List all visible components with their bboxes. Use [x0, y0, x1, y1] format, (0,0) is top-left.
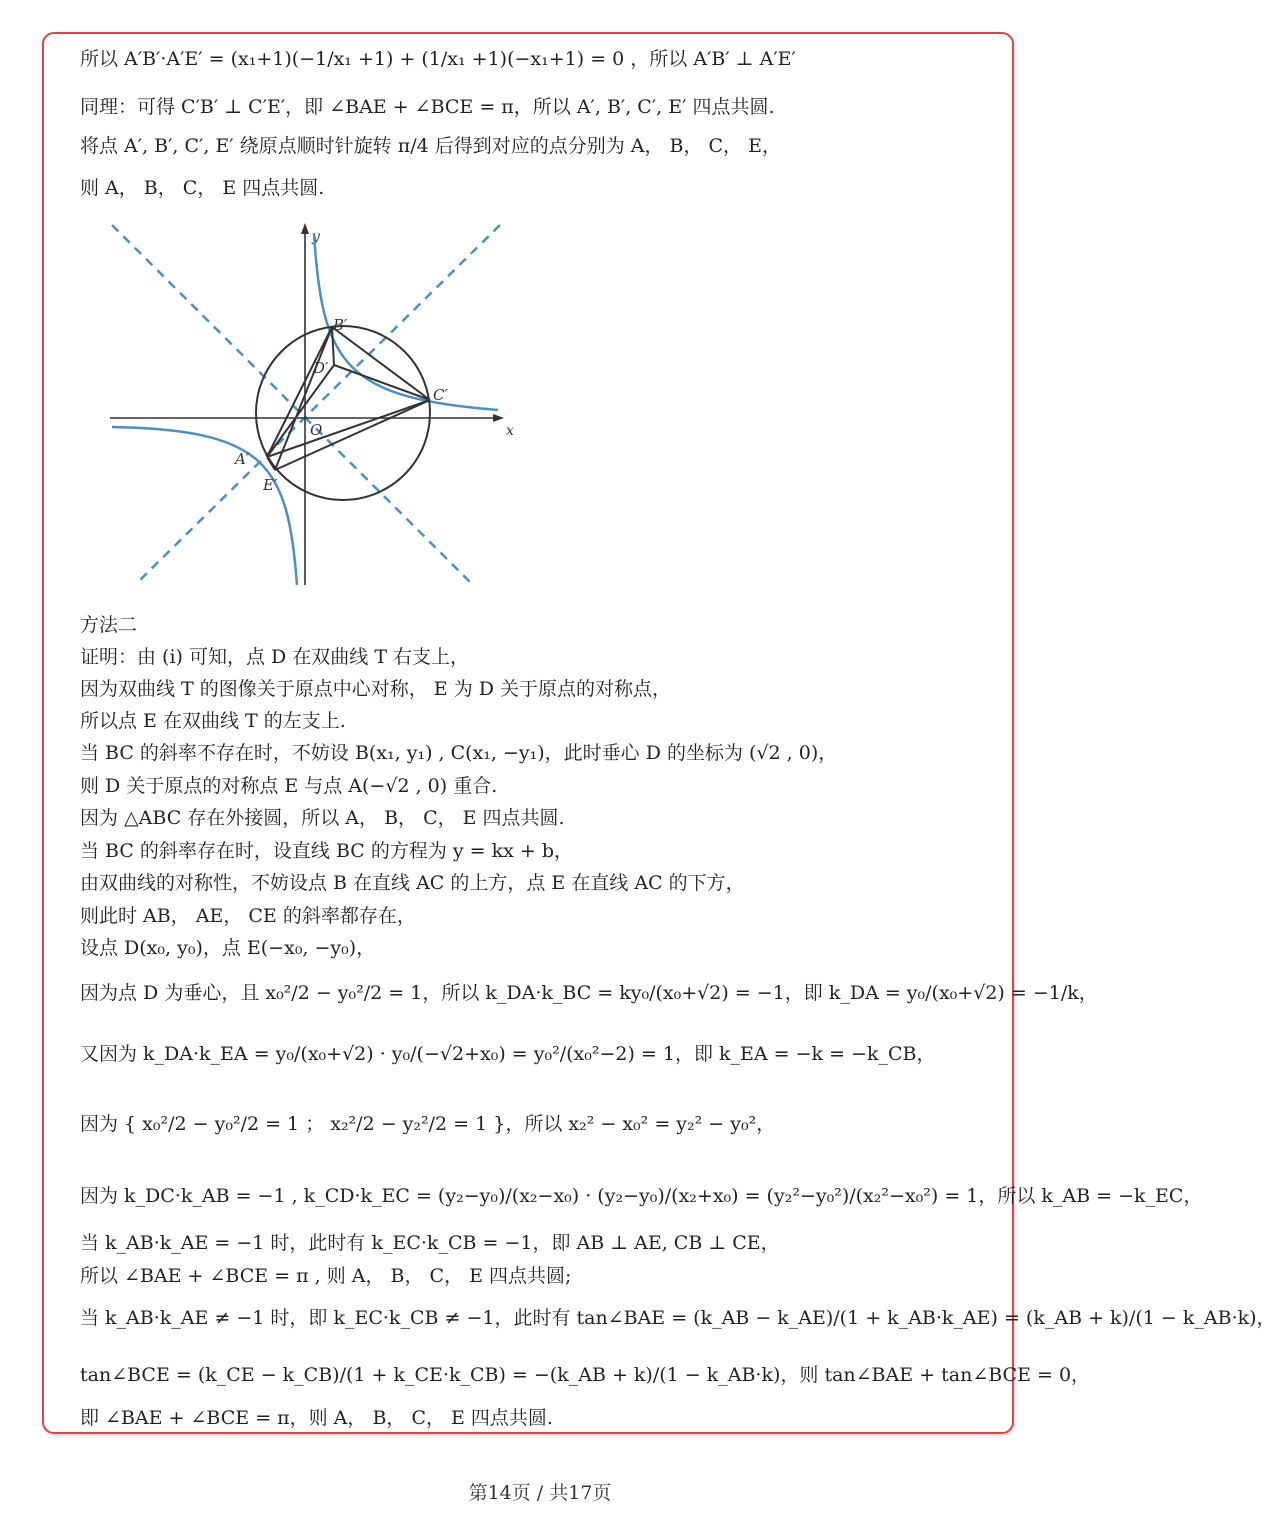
text-line-4: 则 A， B， C， E 四点共圆.	[80, 177, 325, 199]
x-axis-arrow	[493, 414, 504, 422]
point-b-label: B′	[333, 316, 348, 334]
hyperbola-figure	[100, 215, 530, 590]
text-line-10: 则 D 关于原点的对称点 E 与点 A(−√2 , 0) 重合.	[80, 775, 498, 797]
segment-dc	[334, 365, 430, 400]
text-line-16: 因为点 D 为垂心，且 x₀²/2 − y₀²/2 = 1，所以 k_DA·k_BC = ky₀/(x₀+√2) = −1，即 k_DA = y₀/(x₀+√2) = −1/k，	[80, 982, 1098, 1004]
point-a-label: A′	[235, 450, 250, 468]
text-line-13: 由双曲线的对称性，不妨设点 B 在直线 AC 的上方，点 E 在直线 AC 的下方，	[80, 872, 745, 894]
text-line-24: 即 ∠BAE + ∠BCE = π，则 A， B， C， E 四点共圆.	[80, 1407, 553, 1429]
text-line-14: 则此时 AB， AE， CE 的斜率都存在，	[80, 905, 416, 927]
point-e-label: E′	[263, 476, 278, 494]
segment-ad	[267, 365, 334, 457]
point-c-label: C′	[433, 386, 448, 404]
circumcircle	[256, 326, 430, 500]
text-line-23: tan∠BCE = (k_CE − k_CB)/(1 + k_CE·k_CB) = −(k_AB + k)/(1 − k_AB·k)，则 tan∠BAE + tan∠BCE = 0，	[80, 1364, 1091, 1386]
text-line-21: 所以 ∠BAE + ∠BCE = π , 则 A， B， C， E 四点共圆;	[80, 1265, 572, 1287]
text-line-9: 当 BC 的斜率不存在时，不妨设 B(x₁, y₁) , C(x₁, −y₁)，此时垂心 D 的坐标为 (√2 , 0)，	[80, 742, 838, 764]
text-line-3: 将点 A′, B′, C′, E′ 绕原点顺时针旋转 π/4 后得到对应的点分别为 A， B， C， E，	[80, 135, 781, 157]
text-line-22: 当 k_AB·k_AE ≠ −1 时，即 k_EC·k_CB ≠ −1，此时有 tan∠BAE = (k_AB − k_AE)/(1 + k_AB·k_AE) = (k_AB + k)/(1 − k_AB·k)，	[80, 1307, 1276, 1329]
segment-ae	[267, 457, 275, 470]
text-line-17: 又因为 k_DA·k_EA = y₀/(x₀+√2) · y₀/(−√2+x₀) = y₀²/(x₀²−2) = 1，即 k_EA = −k = −k_CB，	[80, 1043, 936, 1065]
text-line-6: 证明：由 (i) 可知，点 D 在双曲线 T 右支上，	[80, 646, 470, 668]
y-axis-label: y	[312, 229, 320, 245]
point-d-label: D′	[313, 359, 329, 377]
text-line-7: 因为双曲线 T 的图像关于原点中心对称， E 为 D 关于原点的对称点，	[80, 678, 672, 700]
text-line-15: 设点 D(x₀, y₀)，点 E(−x₀, −y₀)，	[80, 937, 376, 959]
text-line-2: 同理：可得 C′B′ ⊥ C′E′，即 ∠BAE + ∠BCE = π，所以 A′, B′, C′, E′ 四点共圆.	[80, 96, 775, 118]
text-line-12: 当 BC 的斜率存在时，设直线 BC 的方程为 y = kx + b，	[80, 840, 574, 862]
origin-label: O	[310, 421, 323, 439]
x-axis-label: x	[506, 423, 514, 439]
page-footer: 第14页 / 共17页	[468, 1482, 612, 1504]
text-line-8: 所以点 E 在双曲线 T 的左支上.	[80, 710, 346, 732]
y-axis-arrow	[301, 223, 309, 234]
text-line-20: 当 k_AB·k_AE = −1 时，此时有 k_EC·k_CB = −1，即 AB ⊥ AE, CB ⊥ CE，	[80, 1232, 780, 1254]
text-line-5: 方法二	[80, 614, 138, 636]
text-line-1: 所以 A′B′·A′E′ = (x₁+1)(−1/x₁ +1) + (1/x₁ +1)(−x₁+1) = 0 ，所以 A′B′ ⊥ A′E′	[80, 48, 796, 70]
text-line-18: 因为 { x₀²/2 − y₀²/2 = 1 ； x₂²/2 − y₂²/2 = 1 }，所以 x₂² − x₀² = y₂² − y₀²，	[80, 1113, 776, 1135]
text-line-19: 因为 k_DC·k_AB = −1 , k_CD·k_EC = (y₂−y₀)/(x₂−x₀) · (y₂−y₀)/(x₂+x₀) = (y₂²−y₀²)/(x₂²−x₀²) = 1，所以 k_AB = −k_EC，	[80, 1185, 1203, 1207]
text-line-11: 因为 △ABC 存在外接圆，所以 A， B， C， E 四点共圆.	[80, 807, 565, 829]
